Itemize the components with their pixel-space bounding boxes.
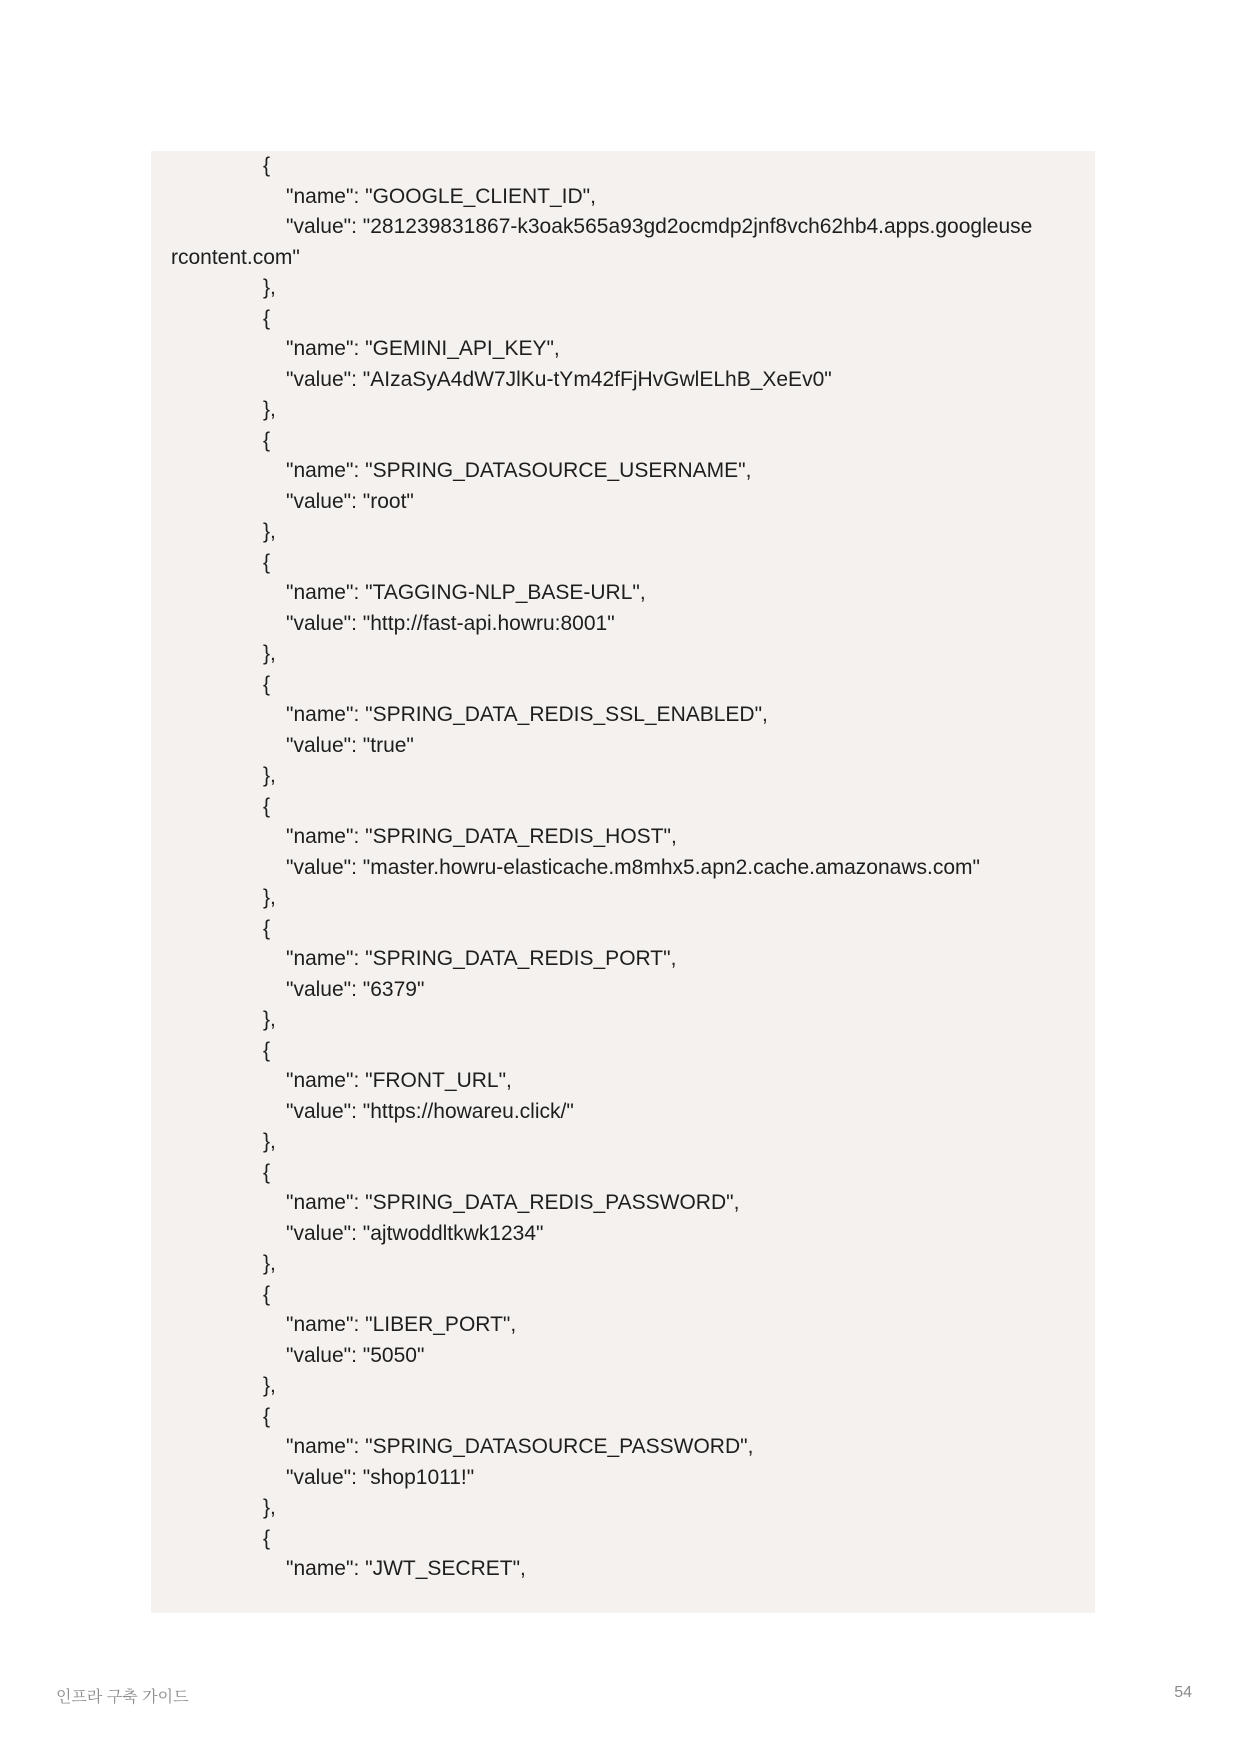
code-line: }, bbox=[263, 1252, 276, 1275]
code-line: "value": "root" bbox=[286, 489, 414, 513]
code-line: { bbox=[263, 306, 271, 330]
code-line: { bbox=[263, 1038, 271, 1062]
code-line: "name": "FRONT_URL", bbox=[286, 1069, 512, 1092]
code-line: "name": "SPRING_DATA_REDIS_PASSWORD", bbox=[286, 1191, 740, 1214]
code-line: { bbox=[263, 672, 271, 696]
code-line: "name": "JWT_SECRET", bbox=[286, 1557, 526, 1580]
code-line: { bbox=[263, 1282, 271, 1306]
code-line: }, bbox=[263, 1130, 276, 1153]
code-line: "value": "6379" bbox=[286, 977, 425, 1001]
code-block bbox=[151, 151, 1095, 1613]
code-line: { bbox=[263, 1404, 271, 1428]
code-line: }, bbox=[263, 1374, 276, 1397]
code-line: }, bbox=[263, 1008, 276, 1031]
code-line: "value": "AIzaSyA4dW7JlKu-tYm42fFjHvGwlELhB_XeEv0" bbox=[286, 367, 832, 391]
code-line: { bbox=[263, 550, 271, 574]
code-line: "name": "SPRING_DATA_REDIS_SSL_ENABLED", bbox=[286, 703, 768, 726]
code-line: "value": "master.howru-elasticache.m8mhx5.apn2.cache.amazonaws.com" bbox=[286, 855, 980, 879]
code-line: "value": "281239831867-k3oak565a93gd2ocmdp2jnf8vch62hb4.apps.googleuse bbox=[286, 215, 1033, 238]
code-line: "name": "LIBER_PORT", bbox=[286, 1313, 517, 1336]
code-line: "value": "ajtwoddltkwk1234" bbox=[286, 1221, 544, 1245]
code-line: }, bbox=[263, 886, 276, 909]
code-line: "name": "GOOGLE_CLIENT_ID", bbox=[286, 184, 596, 208]
code-line: "value": "http://fast-api.howru:8001" bbox=[286, 611, 615, 635]
code-line: }, bbox=[263, 764, 276, 787]
code-line: "name": "SPRING_DATASOURCE_USERNAME", bbox=[286, 459, 752, 482]
footer-page-number: 54 bbox=[1174, 1684, 1192, 1701]
code-line: "name": "GEMINI_API_KEY", bbox=[286, 337, 560, 360]
code-line: { bbox=[263, 1160, 271, 1184]
code-line: { bbox=[263, 916, 271, 940]
code-line: "value": "shop1011!" bbox=[286, 1465, 475, 1489]
code-line: "name": "SPRING_DATA_REDIS_HOST", bbox=[286, 825, 677, 848]
code-line: rcontent.com" bbox=[171, 245, 300, 269]
code-line: }, bbox=[263, 276, 276, 299]
code-line: { bbox=[263, 794, 271, 818]
footer-document-title: 인프라 구축 가이드 bbox=[56, 1689, 189, 1706]
code-line: { bbox=[263, 428, 271, 452]
code-line: "name": "TAGGING-NLP_BASE-URL", bbox=[286, 581, 646, 604]
code-line: }, bbox=[263, 398, 276, 421]
code-line: "value": "5050" bbox=[286, 1343, 425, 1367]
code-line: "value": "https://howareu.click/" bbox=[286, 1099, 574, 1123]
code-line: { bbox=[263, 1526, 271, 1550]
code-line: }, bbox=[263, 1496, 276, 1519]
code-line: }, bbox=[263, 520, 276, 543]
code-line: "name": "SPRING_DATASOURCE_PASSWORD", bbox=[286, 1435, 754, 1458]
code-line: "value": "true" bbox=[286, 733, 414, 757]
code-line: "name": "SPRING_DATA_REDIS_PORT", bbox=[286, 947, 677, 970]
code-line: }, bbox=[263, 642, 276, 665]
code-line: { bbox=[263, 154, 271, 177]
